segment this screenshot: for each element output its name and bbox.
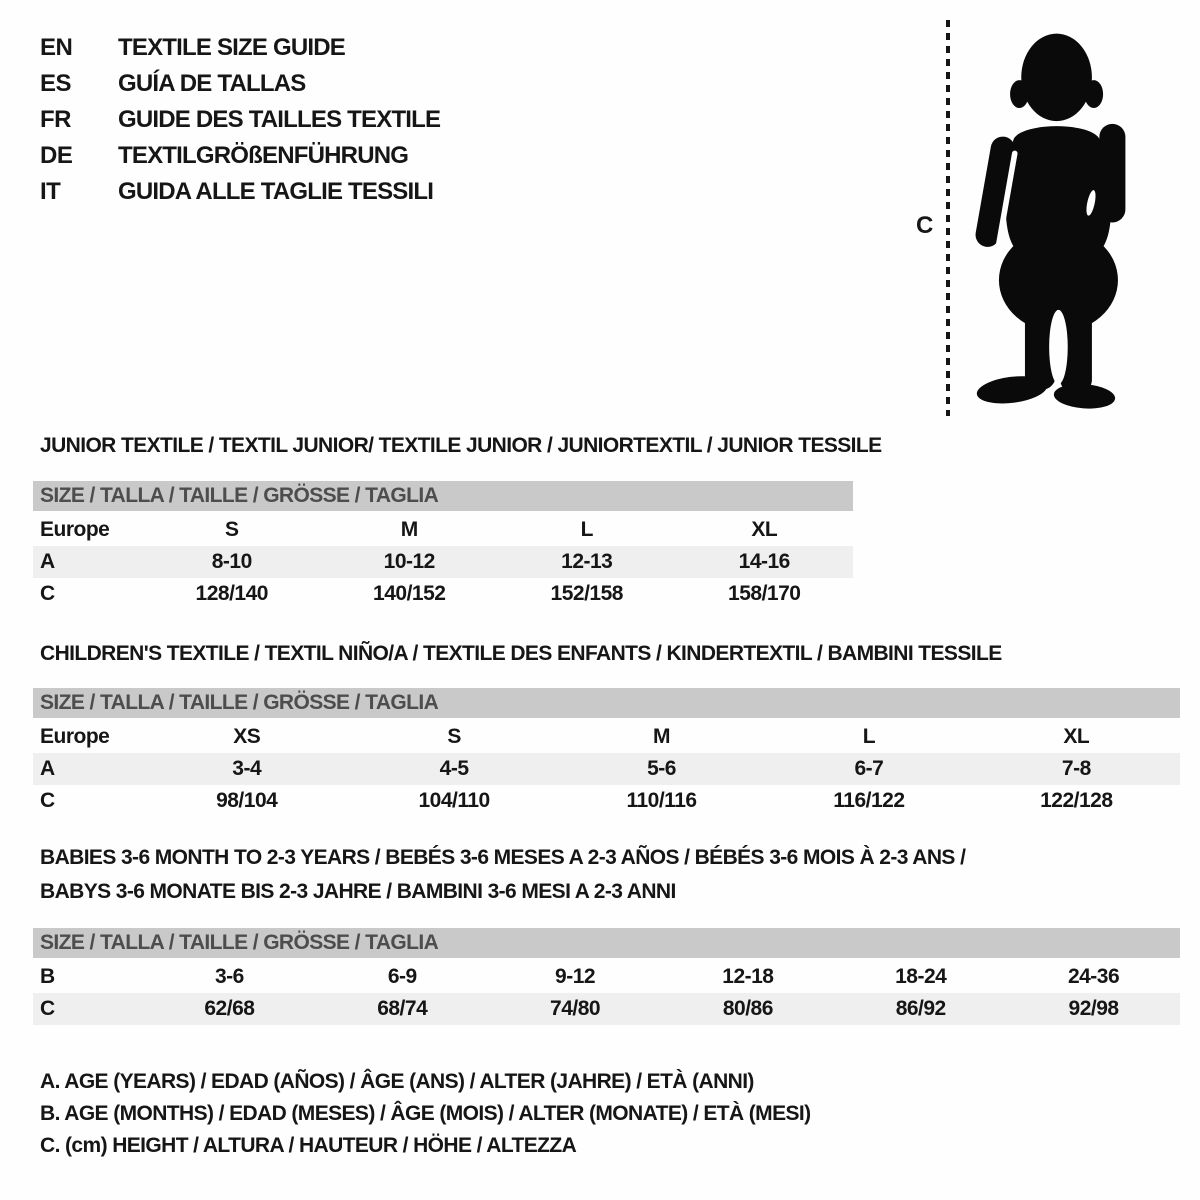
size-header-bar: SIZE / TALLA / TAILLE / GRÖSSE / TAGLIA [33, 688, 1180, 718]
height-cell: 86/92 [895, 997, 946, 1020]
toddler-silhouette-icon [958, 8, 1144, 422]
height-cell: 62/68 [204, 997, 255, 1020]
table-row-europe [33, 721, 1180, 753]
height-cell: 68/74 [377, 997, 428, 1020]
age-cell: 3-4 [232, 757, 262, 780]
guide-title: GUIDA ALLE TAGLIE TESSILI [118, 178, 434, 205]
height-measure-label: C [916, 212, 934, 239]
height-cell: 104/110 [418, 789, 490, 812]
table-row-height-cm [33, 785, 1180, 817]
height-cell: 140/152 [373, 582, 446, 605]
height-cell: 80/86 [722, 997, 773, 1020]
height-cell: 98/104 [216, 789, 278, 812]
age-cell: 12-18 [722, 965, 774, 988]
language-code: ES [40, 70, 72, 97]
junior-size-table [33, 481, 853, 610]
language-row-fr [40, 102, 440, 138]
size-header-bar: SIZE / TALLA / TAILLE / GRÖSSE / TAGLIA [33, 928, 1180, 958]
height-dashed-line [944, 20, 952, 416]
size-cell: L [580, 518, 593, 541]
row-label: A [40, 550, 55, 573]
row-label: C [40, 789, 55, 812]
babies-size-table [33, 928, 1180, 1025]
age-cell: 3-6 [214, 965, 244, 988]
children-section-title: CHILDREN'S TEXTILE / TEXTIL NIÑO/A / TEXTILE DES ENFANTS / KINDERTEXTIL / BAMBINI TESSILE [40, 642, 1002, 665]
language-row-de [40, 138, 440, 174]
language-code: EN [40, 34, 73, 61]
size-cell: M [400, 518, 418, 541]
language-row-en [40, 30, 440, 66]
size-cell: S [447, 725, 461, 748]
age-cell: 8-10 [211, 550, 252, 573]
legend-b-age-months: B. AGE (MONTHS) / EDAD (MESES) / ÂGE (MOIS) / ALTER (MONATE) / ETÀ (MESI) [40, 1102, 811, 1125]
row-label: C [40, 582, 55, 605]
age-cell: 5-6 [647, 757, 676, 780]
measure-legend [40, 1066, 811, 1162]
size-cell: XL [751, 518, 778, 541]
language-code: DE [40, 142, 73, 169]
height-cell: 158/170 [728, 582, 801, 605]
height-cell: 128/140 [195, 582, 268, 605]
age-cell: 7-8 [1061, 757, 1091, 780]
size-cell: XL [1063, 725, 1090, 748]
row-label: B [40, 965, 55, 988]
height-cell: 92/98 [1068, 997, 1119, 1020]
junior-section-title: JUNIOR TEXTILE / TEXTIL JUNIOR/ TEXTILE JUNIOR / JUNIORTEXTIL / JUNIOR TESSILE [40, 434, 882, 457]
children-size-table [33, 688, 1180, 817]
table-row-europe [33, 514, 853, 546]
height-cell: 152/158 [550, 582, 623, 605]
table-row-height-cm [33, 578, 853, 610]
size-cell: M [653, 725, 671, 748]
babies-section-title-line2: BABYS 3-6 MONATE BIS 2-3 JAHRE / BAMBINI 3-6 MESI A 2-3 ANNI [40, 880, 676, 903]
legend-c-height-cm: C. (cm) HEIGHT / ALTURA / HAUTEUR / HÖHE / ALTEZZA [40, 1134, 577, 1157]
language-code: FR [40, 106, 71, 133]
guide-title: TEXTILE SIZE GUIDE [118, 34, 345, 61]
size-header-bar: SIZE / TALLA / TAILLE / GRÖSSE / TAGLIA [33, 481, 853, 511]
table-row-age-months [33, 961, 1180, 993]
age-cell: 14-16 [738, 550, 790, 573]
height-cell: 110/116 [626, 789, 697, 812]
language-row-it [40, 174, 440, 210]
row-label: Europe [40, 725, 110, 748]
table-row-age-years [33, 546, 853, 578]
table-row-height-cm [33, 993, 1180, 1025]
age-cell: 4-5 [439, 757, 469, 780]
guide-title: TEXTILGRÖßENFÜHRUNG [118, 142, 409, 169]
row-label: C [40, 997, 55, 1020]
legend-a-age-years: A. AGE (YEARS) / EDAD (AÑOS) / ÂGE (ANS) / ALTER (JAHRE) / ETÀ (ANNI) [40, 1070, 754, 1093]
size-cell: L [862, 725, 876, 748]
height-cell: 122/128 [1040, 789, 1113, 812]
age-cell: 10-12 [383, 550, 435, 573]
language-title-list [40, 30, 440, 210]
guide-title: GUÍA DE TALLAS [118, 70, 306, 97]
size-cell: XS [233, 725, 261, 748]
height-cell: 116/122 [833, 789, 905, 812]
babies-section-title-line1: BABIES 3-6 MONTH TO 2-3 YEARS / BEBÉS 3-6 MESES A 2-3 AÑOS / BÉBÉS 3-6 MOIS À 2-3 ANS / [40, 846, 966, 869]
language-code: IT [40, 178, 61, 205]
row-label: Europe [40, 518, 110, 541]
row-label: A [40, 757, 55, 780]
age-cell: 6-7 [854, 757, 884, 780]
age-cell: 24-36 [1067, 965, 1120, 988]
height-cell: 74/80 [550, 997, 601, 1020]
age-cell: 6-9 [387, 965, 417, 988]
guide-title: GUIDE DES TAILLES TEXTILE [118, 106, 441, 133]
size-cell: S [224, 518, 239, 541]
table-row-age-years [33, 753, 1180, 785]
age-cell: 9-12 [555, 965, 596, 988]
age-cell: 12-13 [561, 550, 613, 573]
language-row-es [40, 66, 440, 102]
age-cell: 18-24 [895, 965, 947, 988]
